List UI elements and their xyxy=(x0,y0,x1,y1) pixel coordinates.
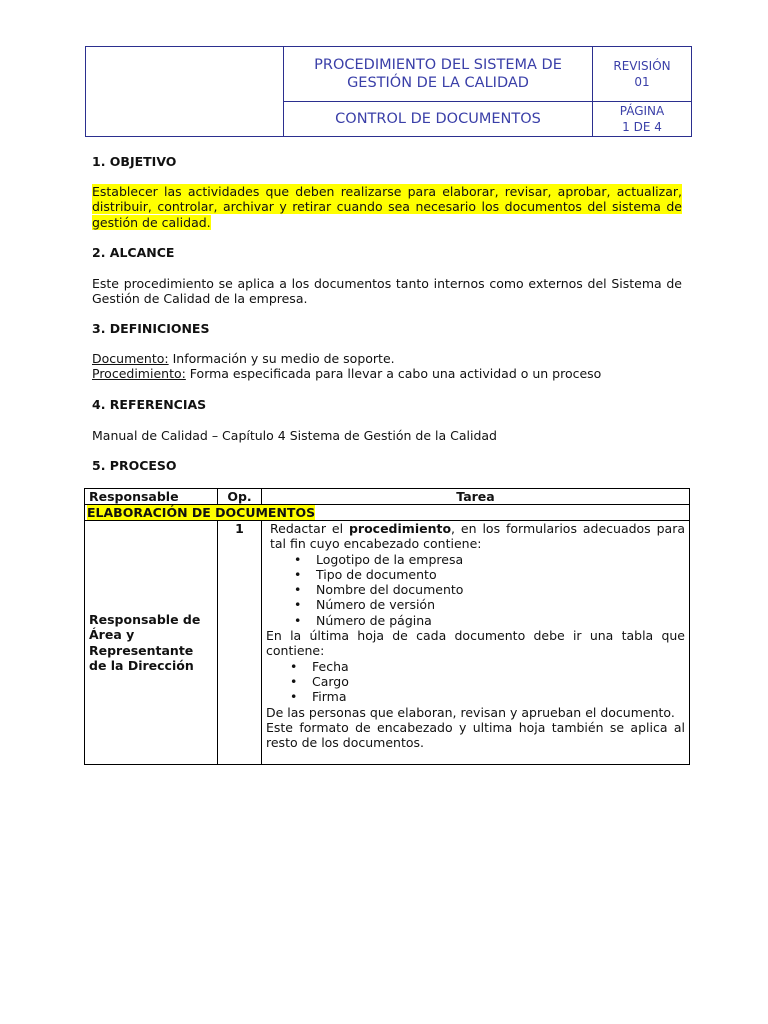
tarea-intro-bold: procedimiento xyxy=(348,521,452,536)
section-objetivo-title: 1. OBJETIVO xyxy=(92,154,177,169)
table-header-row xyxy=(85,489,690,505)
title-line-2: GESTIÓN DE LA CALIDAD xyxy=(347,75,529,91)
column-header-op: Op. xyxy=(218,489,262,505)
list-item: • Fecha xyxy=(312,659,685,674)
column-header-responsable: Responsable xyxy=(85,489,218,505)
section-referencias-title: 4. REFERENCIAS xyxy=(92,397,207,412)
last-page-table-list xyxy=(266,659,685,705)
definition-procedimiento xyxy=(92,366,682,381)
revision-value: 01 xyxy=(634,75,650,89)
table-row xyxy=(85,521,690,765)
subheader-elaboracion: ELABORACIÓN DE DOCUMENTOS xyxy=(87,505,316,520)
logo-cell xyxy=(86,47,284,137)
list-item: • Cargo xyxy=(312,674,685,689)
responsable-cell: Responsable de Área y Representante de la Dirección xyxy=(85,521,218,765)
tarea-intro-post: , en los formularios adecuados para tal fin cuyo encabezado contiene: xyxy=(270,521,685,552)
process-table xyxy=(84,488,690,765)
list-item: • Número de página xyxy=(316,613,685,628)
referencias-text: Manual de Calidad – Capítulo 4 Sistema de Gestión de la Calidad xyxy=(92,428,497,443)
definitions-list xyxy=(92,351,682,382)
definition-documento xyxy=(92,351,682,366)
list-item: • Logotipo de la empresa xyxy=(316,552,685,567)
revision-cell xyxy=(593,47,692,102)
definition-term: Documento: xyxy=(92,351,169,366)
tarea-closing-2: Este formato de encabezado y ultima hoja también se aplica al resto de los documentos. xyxy=(266,719,685,751)
title-line-1: PROCEDIMIENTO DEL SISTEMA DE xyxy=(314,57,562,73)
list-item: • Nombre del documento xyxy=(316,582,685,597)
objetivo-text xyxy=(92,184,682,230)
header-contents-list xyxy=(266,552,685,628)
section-alcance-title: 2. ALCANCE xyxy=(92,245,175,260)
tarea-cell xyxy=(262,521,690,765)
tarea-middle-text: En la última hoja de cada documento debe ir una tabla que contiene: xyxy=(266,628,685,659)
document-title xyxy=(284,47,593,102)
table-subheader-row xyxy=(85,505,690,521)
header-contents-list-wrapper xyxy=(266,552,685,628)
objetivo-highlighted-text: Establecer las actividades que deben realizarse para elaborar, revisar, aprobar, actualizar, distribuir, controlar, archivar y retirar cuando sea necesario los documentos del sistema de gestión de calidad. xyxy=(92,184,682,230)
tarea-intro xyxy=(266,521,685,552)
tarea-intro-pre: Redactar el xyxy=(270,521,349,536)
op-cell: 1 xyxy=(218,521,262,765)
list-item: • Firma xyxy=(312,689,685,704)
definition-text: Información y su medio de soporte. xyxy=(168,351,395,366)
page-label: PÁGINA xyxy=(619,104,665,118)
subheader-cell xyxy=(85,505,690,521)
alcance-text: Este procedimiento se aplica a los documentos tanto internos como externos del Sistema de Gestión de Calidad de la empresa. xyxy=(92,276,682,307)
revision-label: REVISIÓN xyxy=(613,59,671,73)
page-cell xyxy=(593,102,692,137)
definition-term: Procedimiento: xyxy=(92,366,186,382)
tarea-closing-1: De las personas que elaboran, revisan y aprueban el documento. xyxy=(266,704,675,720)
document-subtitle: CONTROL DE DOCUMENTOS xyxy=(284,102,593,137)
list-item: • Número de versión xyxy=(316,597,685,612)
column-header-tarea: Tarea xyxy=(262,489,690,505)
section-definiciones-title: 3. DEFINICIONES xyxy=(92,321,210,336)
section-proceso-title: 5. PROCESO xyxy=(92,458,177,473)
list-item: • Tipo de documento xyxy=(316,567,685,582)
document-header xyxy=(85,46,692,137)
definition-text: Forma especificada para llevar a cabo una actividad o un proceso xyxy=(185,366,602,382)
page-value: 1 DE 4 xyxy=(622,120,662,134)
